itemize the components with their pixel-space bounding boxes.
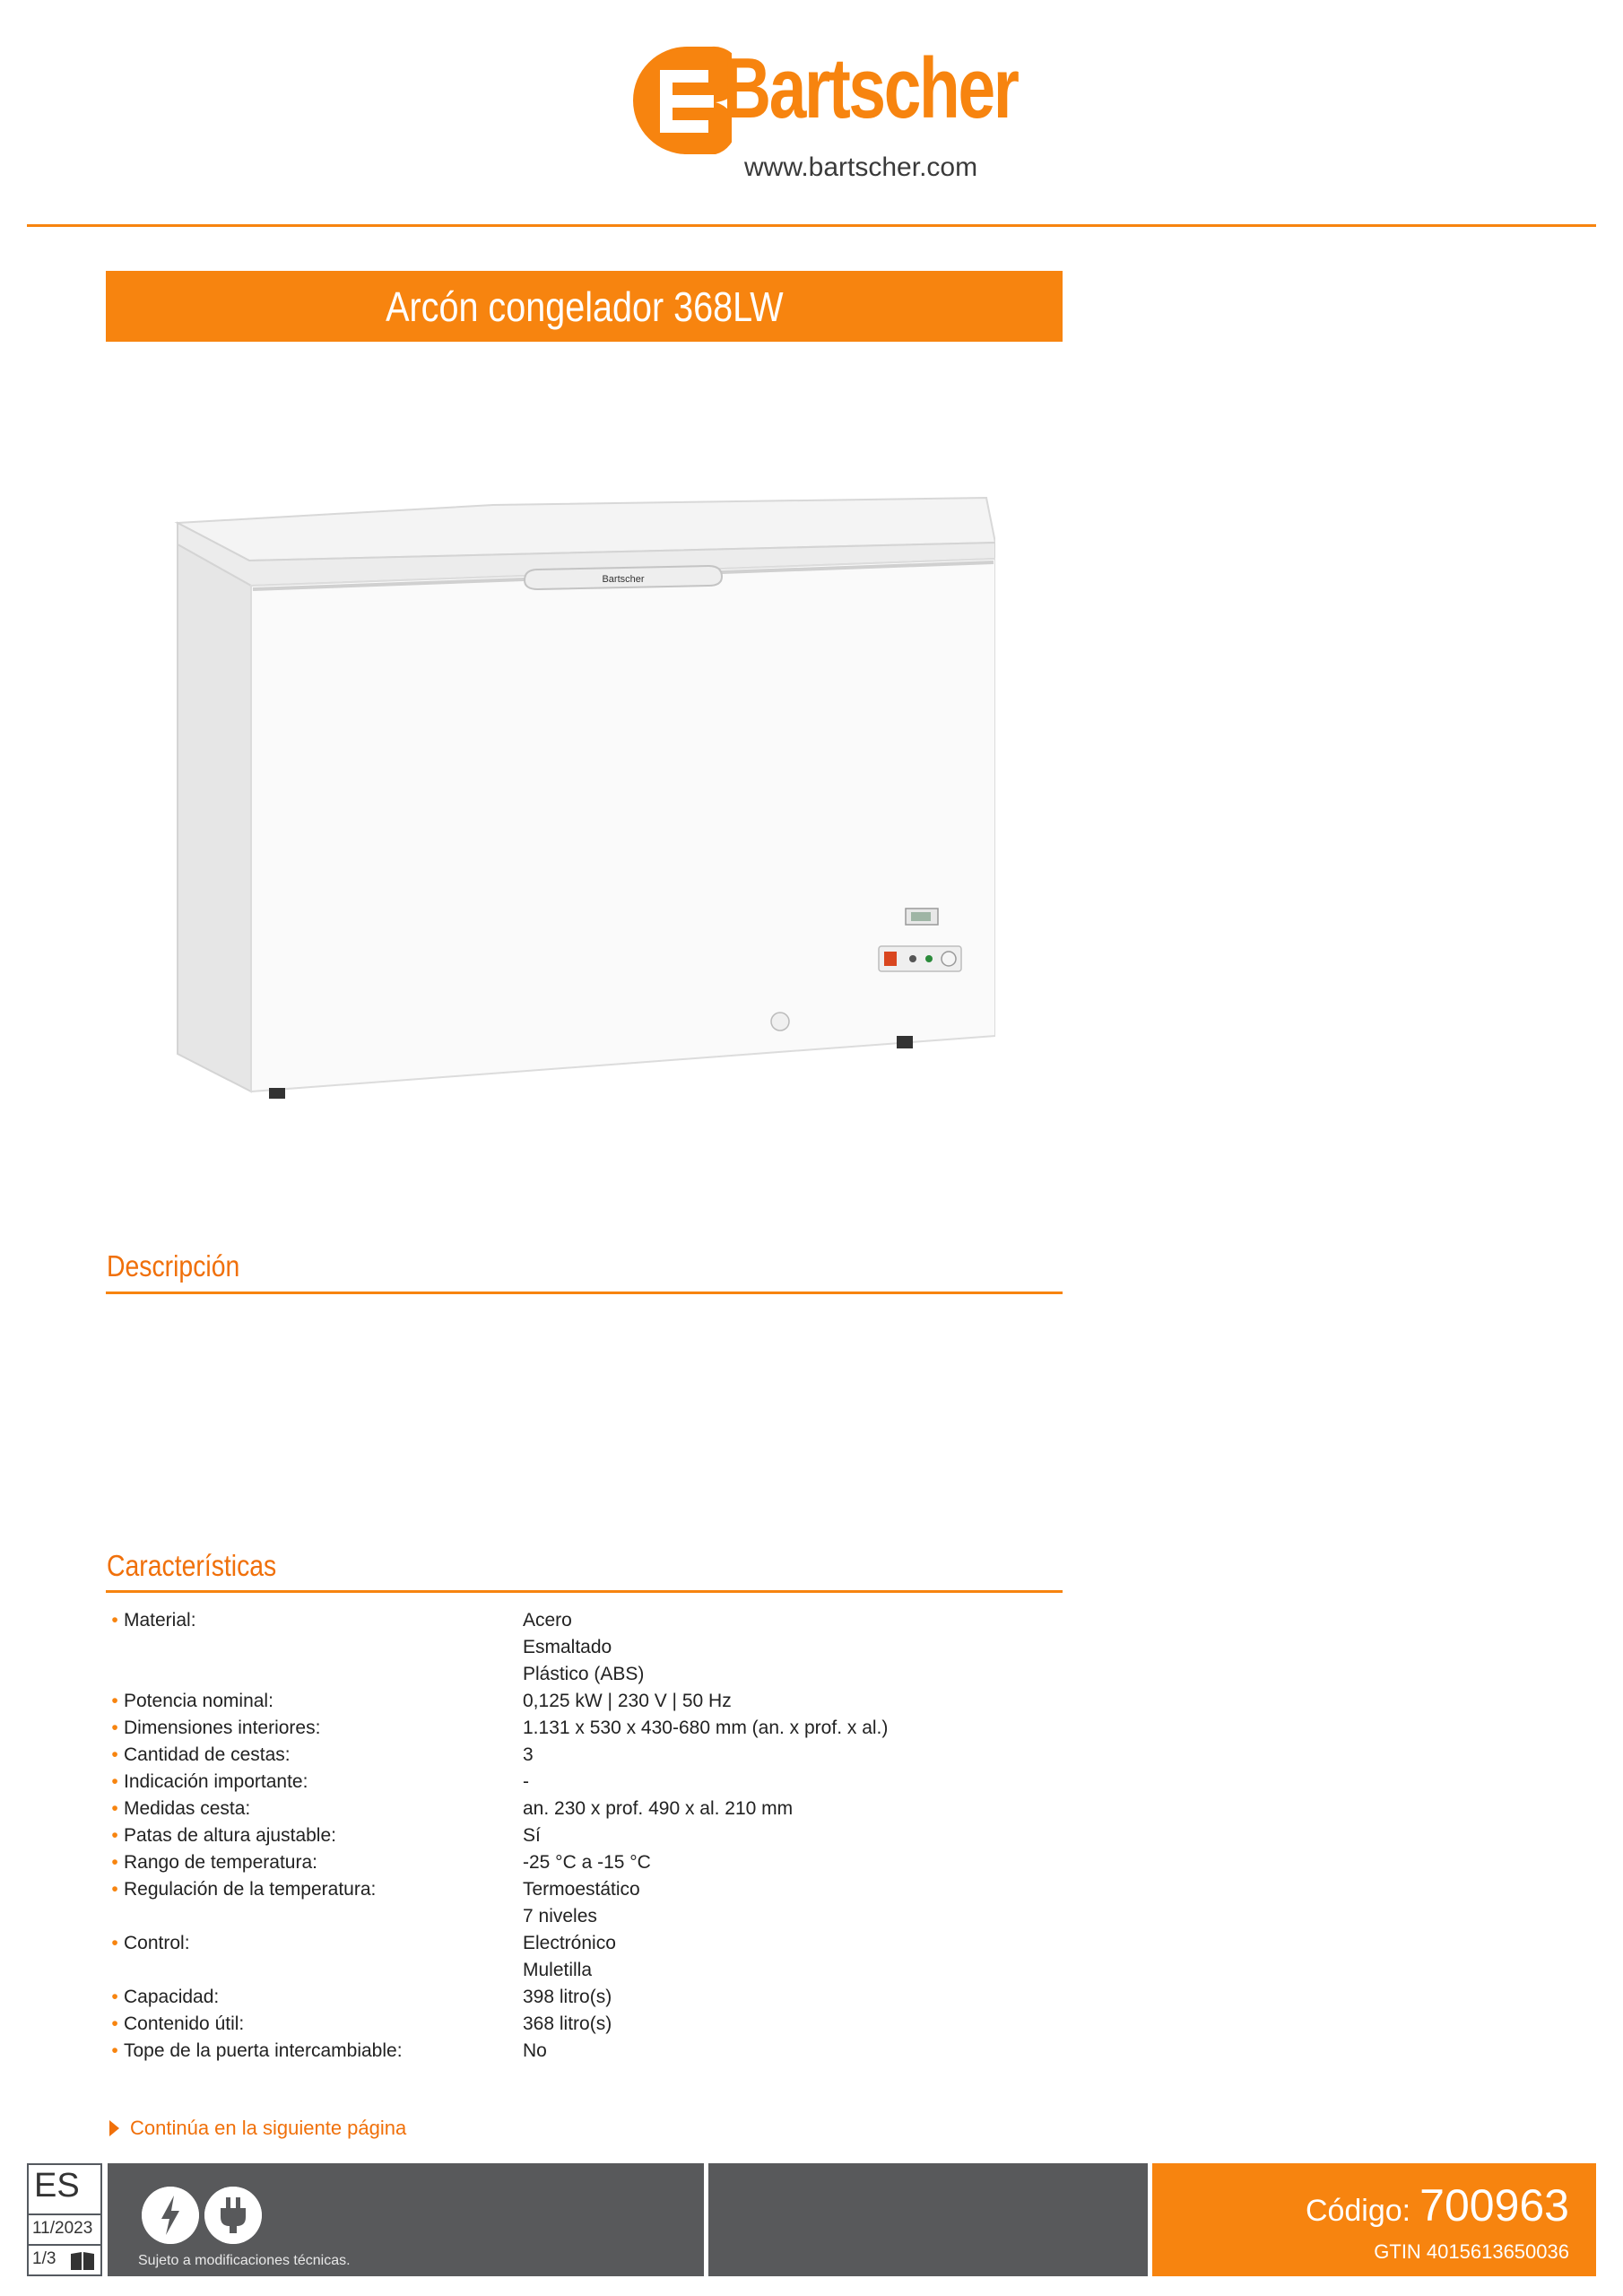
bullet-icon: • [111,1798,118,1819]
feature-value: 7 niveles [523,1906,597,1926]
handle-brand-label: Bartscher [602,574,645,585]
code-value: 700963 [1419,2180,1569,2231]
feature-label: Medidas cesta: [124,1798,251,1819]
feature-row [106,1876,1092,1930]
feature-value: Electrónico [523,1933,616,1953]
feature-label: Tope de la puerta intercambiable: [124,2040,403,2061]
book-icon [70,2251,95,2271]
feature-values [523,1930,1092,1984]
gtin-number: GTIN 4015613650036 [1374,2240,1569,2263]
feature-row [106,2011,1092,2038]
feature-row [106,1769,1092,1796]
feature-label: Potencia nominal: [124,1691,273,1711]
logo-b-mark [633,43,732,158]
features-heading: Características [107,1549,277,1582]
feature-label: Cantidad de cestas: [124,1744,291,1765]
feature-values [523,1715,1092,1742]
features-table [106,1607,1092,2065]
feature-row [106,1688,1092,1715]
technical-note: Sujeto a modificaciones técnicas. [138,2253,351,2268]
feature-values [523,2038,1092,2065]
brand-name: Bartscher [723,40,1018,136]
feature-label: Capacidad: [124,1987,220,2007]
feature-value: 3 [523,1744,534,1765]
feature-value: Termoestático [523,1879,640,1900]
footer [27,2163,1596,2276]
feature-row [106,1607,1092,1688]
feature-label: Dimensiones interiores: [124,1718,321,1738]
feature-values [523,1796,1092,1822]
feature-label: Contenido útil: [124,2013,245,2034]
feature-value: 398 litro(s) [523,1987,612,2007]
brand-logo [633,39,1018,182]
feature-value: 368 litro(s) [523,2013,612,2034]
arrow-right-icon [109,2120,119,2136]
feature-values [523,1849,1092,1876]
feature-row [106,1796,1092,1822]
feature-row [106,1930,1092,1984]
description-heading: Descripción [107,1249,240,1283]
feature-value: Acero [523,1610,572,1631]
bullet-icon: • [111,2040,118,2061]
feature-row [106,1984,1092,2011]
description-divider [106,1292,1063,1294]
feature-value: an. 230 x prof. 490 x al. 210 mm [523,1798,794,1819]
header-divider [27,224,1596,227]
feature-row [106,1715,1092,1742]
code-label: Código: [1305,2194,1411,2228]
bullet-icon: • [111,2013,118,2034]
brand-url[interactable]: www.bartscher.com [744,152,978,182]
feature-label: Regulación de la temperatura: [124,1879,377,1900]
feature-values [523,1688,1092,1715]
footer-meta-box [27,2163,102,2276]
electrical-connection-icon [142,2187,199,2244]
feature-label: Indicación importante: [124,1771,308,1792]
bullet-icon: • [111,1933,118,1953]
footer-blank-panel [708,2163,1148,2276]
title-bar [106,271,1063,342]
bullet-icon: • [111,1879,118,1900]
language-code: ES [34,2167,80,2205]
bullet-icon: • [111,1825,118,1846]
product-code [1306,2179,1569,2231]
feature-value: No [523,2040,547,2061]
feature-value: 0,125 kW | 230 V | 50 Hz [523,1691,732,1711]
continue-link[interactable] [109,2117,406,2140]
feature-row [106,1742,1092,1769]
feature-value: Sí [523,1825,541,1846]
feature-label: Rango de temperatura: [124,1852,317,1873]
feature-label: Patas de altura ajustable: [124,1825,336,1846]
bullet-icon: • [111,1718,118,1738]
footer-code-panel [1152,2163,1596,2276]
meta-divider [29,2213,100,2215]
meta-divider [29,2244,100,2246]
bullet-icon: • [111,1744,118,1765]
footer-icons-panel [108,2163,704,2276]
feature-row [106,1822,1092,1849]
feature-label: Material: [124,1610,196,1631]
features-divider [106,1590,1063,1593]
document-date: 11/2023 [32,2219,93,2238]
feature-values [523,2011,1092,2038]
feature-values [523,1984,1092,2011]
feature-values [523,1607,1092,1688]
feature-label: Control: [124,1933,190,1953]
feature-values [523,1822,1092,1849]
feature-values [523,1876,1092,1930]
feature-value: Esmaltado [523,1637,612,1657]
page-number: 1/3 [32,2249,56,2268]
product-image [170,489,995,1099]
bullet-icon: • [111,1691,118,1711]
feature-row [106,1849,1092,1876]
feature-value: -25 °C a -15 °C [523,1852,651,1873]
feature-values [523,1742,1092,1769]
product-title: Arcón congelador 368LW [385,283,784,330]
continue-label: Continúa en la siguiente página [130,2117,407,2139]
bullet-icon: • [111,1771,118,1792]
feature-value: Plástico (ABS) [523,1664,645,1684]
feature-row [106,2038,1092,2065]
feature-values [523,1769,1092,1796]
feature-value: - [523,1771,529,1792]
plug-icon [204,2187,262,2244]
bullet-icon: • [111,1987,118,2007]
feature-value: Muletilla [523,1960,593,1980]
bullet-icon: • [111,1610,118,1631]
feature-value: 1.131 x 530 x 430-680 mm (an. x prof. x al.) [523,1718,889,1738]
bullet-icon: • [111,1852,118,1873]
